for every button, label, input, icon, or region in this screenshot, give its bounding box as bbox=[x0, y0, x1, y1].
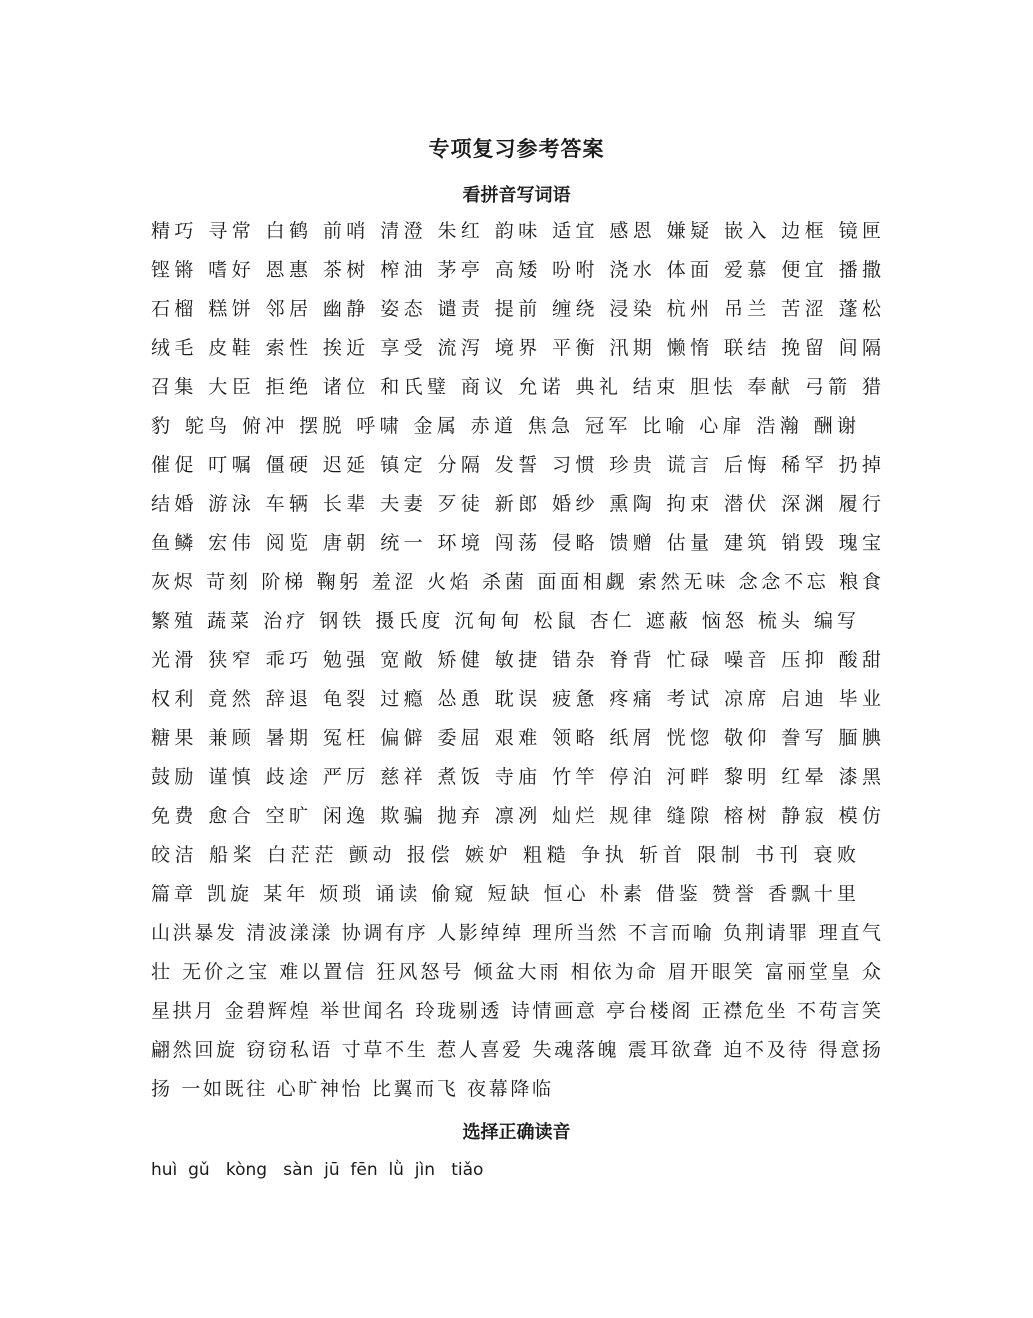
word-line: 壮 无价之宝 难以置信 狂风怒号 倾盆大雨 相依为命 眉开眼笑 富丽堂皇 众 bbox=[151, 961, 881, 983]
word-line: 皎洁 船桨 白茫茫 颤动 报偿 嫉妒 粗糙 争执 斩首 限制 书刊 衰败 bbox=[151, 844, 856, 866]
word-line: 翩然回旋 窃窃私语 寸草不生 惹人喜爱 失魂落魄 震耳欲聋 迫不及待 得意扬 bbox=[151, 1039, 881, 1061]
word-line: 权利 竟然 辞退 龟裂 过瘾 怂恿 耽误 疲惫 疼痛 考试 凉席 启迪 毕业 bbox=[151, 688, 881, 710]
word-line: 结婚 游泳 车辆 长辈 夫妻 歹徒 新郎 婚纱 熏陶 拘束 潜伏 深渊 履行 bbox=[151, 493, 881, 515]
word-line: 山洪暴发 清波漾漾 协调有序 人影绰绰 理所当然 不言而喻 负荆请罪 理直气 bbox=[151, 922, 881, 944]
word-line: 扬 一如既往 心旷神怡 比翼而飞 夜幕降临 bbox=[151, 1078, 551, 1100]
section-title-pronunciation: 选择正确读音 bbox=[462, 1122, 571, 1143]
word-line: 免费 愈合 空旷 闲逸 欺骗 抛弃 凛冽 灿烂 规律 缝隙 榕树 静寂 模仿 bbox=[151, 805, 881, 827]
word-line: 篇章 凯旋 某年 烦琐 诵读 偷窥 短缺 恒心 朴素 借鉴 赞誉 香飘十里 bbox=[151, 883, 856, 905]
word-line: 精巧 寻常 白鹤 前哨 清澄 朱红 韵味 适宜 感恩 嫌疑 嵌入 边框 镜匣 bbox=[151, 220, 881, 242]
pinyin-answers: huì gǔ kòng sàn jū fēn lǜ jìn tiǎo bbox=[151, 1160, 484, 1180]
word-line: 石榴 糕饼 邻居 幽静 姿态 谴责 提前 缠绕 浸染 杭州 吊兰 苦涩 蓬松 bbox=[151, 298, 881, 320]
word-line: 铿锵 嗜好 恩惠 茶树 榨油 茅亭 高矮 吩咐 浇水 体面 爱慕 便宜 播撒 bbox=[151, 259, 881, 281]
word-line: 召集 大臣 拒绝 诸位 和氏璧 商议 允诺 典礼 结束 胆怯 奉献 弓箭 猎 bbox=[151, 376, 881, 398]
word-line: 星拱月 金碧辉煌 举世闻名 玲珑剔透 诗情画意 亭台楼阁 正襟危坐 不苟言笑 bbox=[151, 1000, 881, 1022]
word-line: 繁殖 蔬菜 治疗 钢铁 摄氏度 沉甸甸 松鼠 杏仁 遮蔽 恼怒 梳头 编写 bbox=[151, 610, 856, 632]
section-title-pinyin-words: 看拼音写词语 bbox=[462, 185, 571, 206]
word-line: 鱼鳞 宏伟 阅览 唐朝 统一 环境 闯荡 侵略 馈赠 估量 建筑 销毁 瑰宝 bbox=[151, 532, 881, 554]
word-line: 鼓励 谨慎 歧途 严厉 慈祥 煮饭 寺庙 竹竿 停泊 河畔 黎明 红晕 漆黑 bbox=[151, 766, 881, 788]
word-line: 光滑 狭窄 乖巧 勉强 宽敞 矫健 敏捷 错杂 脊背 忙碌 噪音 压抑 酸甜 bbox=[151, 649, 881, 671]
word-line: 催促 叮嘱 僵硬 迟延 镇定 分隔 发誓 习惯 珍贵 谎言 后悔 稀罕 扔掉 bbox=[151, 454, 881, 476]
page-title: 专项复习参考答案 bbox=[428, 136, 605, 161]
word-line: 绒毛 皮鞋 索性 挨近 享受 流泻 境界 平衡 汛期 懒惰 联结 挽留 间隔 bbox=[151, 337, 881, 359]
word-line: 糖果 兼顾 暑期 冤枉 偏僻 委屈 艰难 领略 纸屑 恍惚 敬仰 誊写 腼腆 bbox=[151, 727, 881, 749]
word-line: 灰烬 苛刻 阶梯 鞠躬 羞涩 火焰 杀菌 面面相觑 索然无味 念念不忘 粮食 bbox=[151, 571, 881, 593]
word-line: 豹 鸵鸟 俯冲 摆脱 呼啸 金属 赤道 焦急 冠军 比喻 心扉 浩瀚 酬谢 bbox=[151, 415, 856, 437]
